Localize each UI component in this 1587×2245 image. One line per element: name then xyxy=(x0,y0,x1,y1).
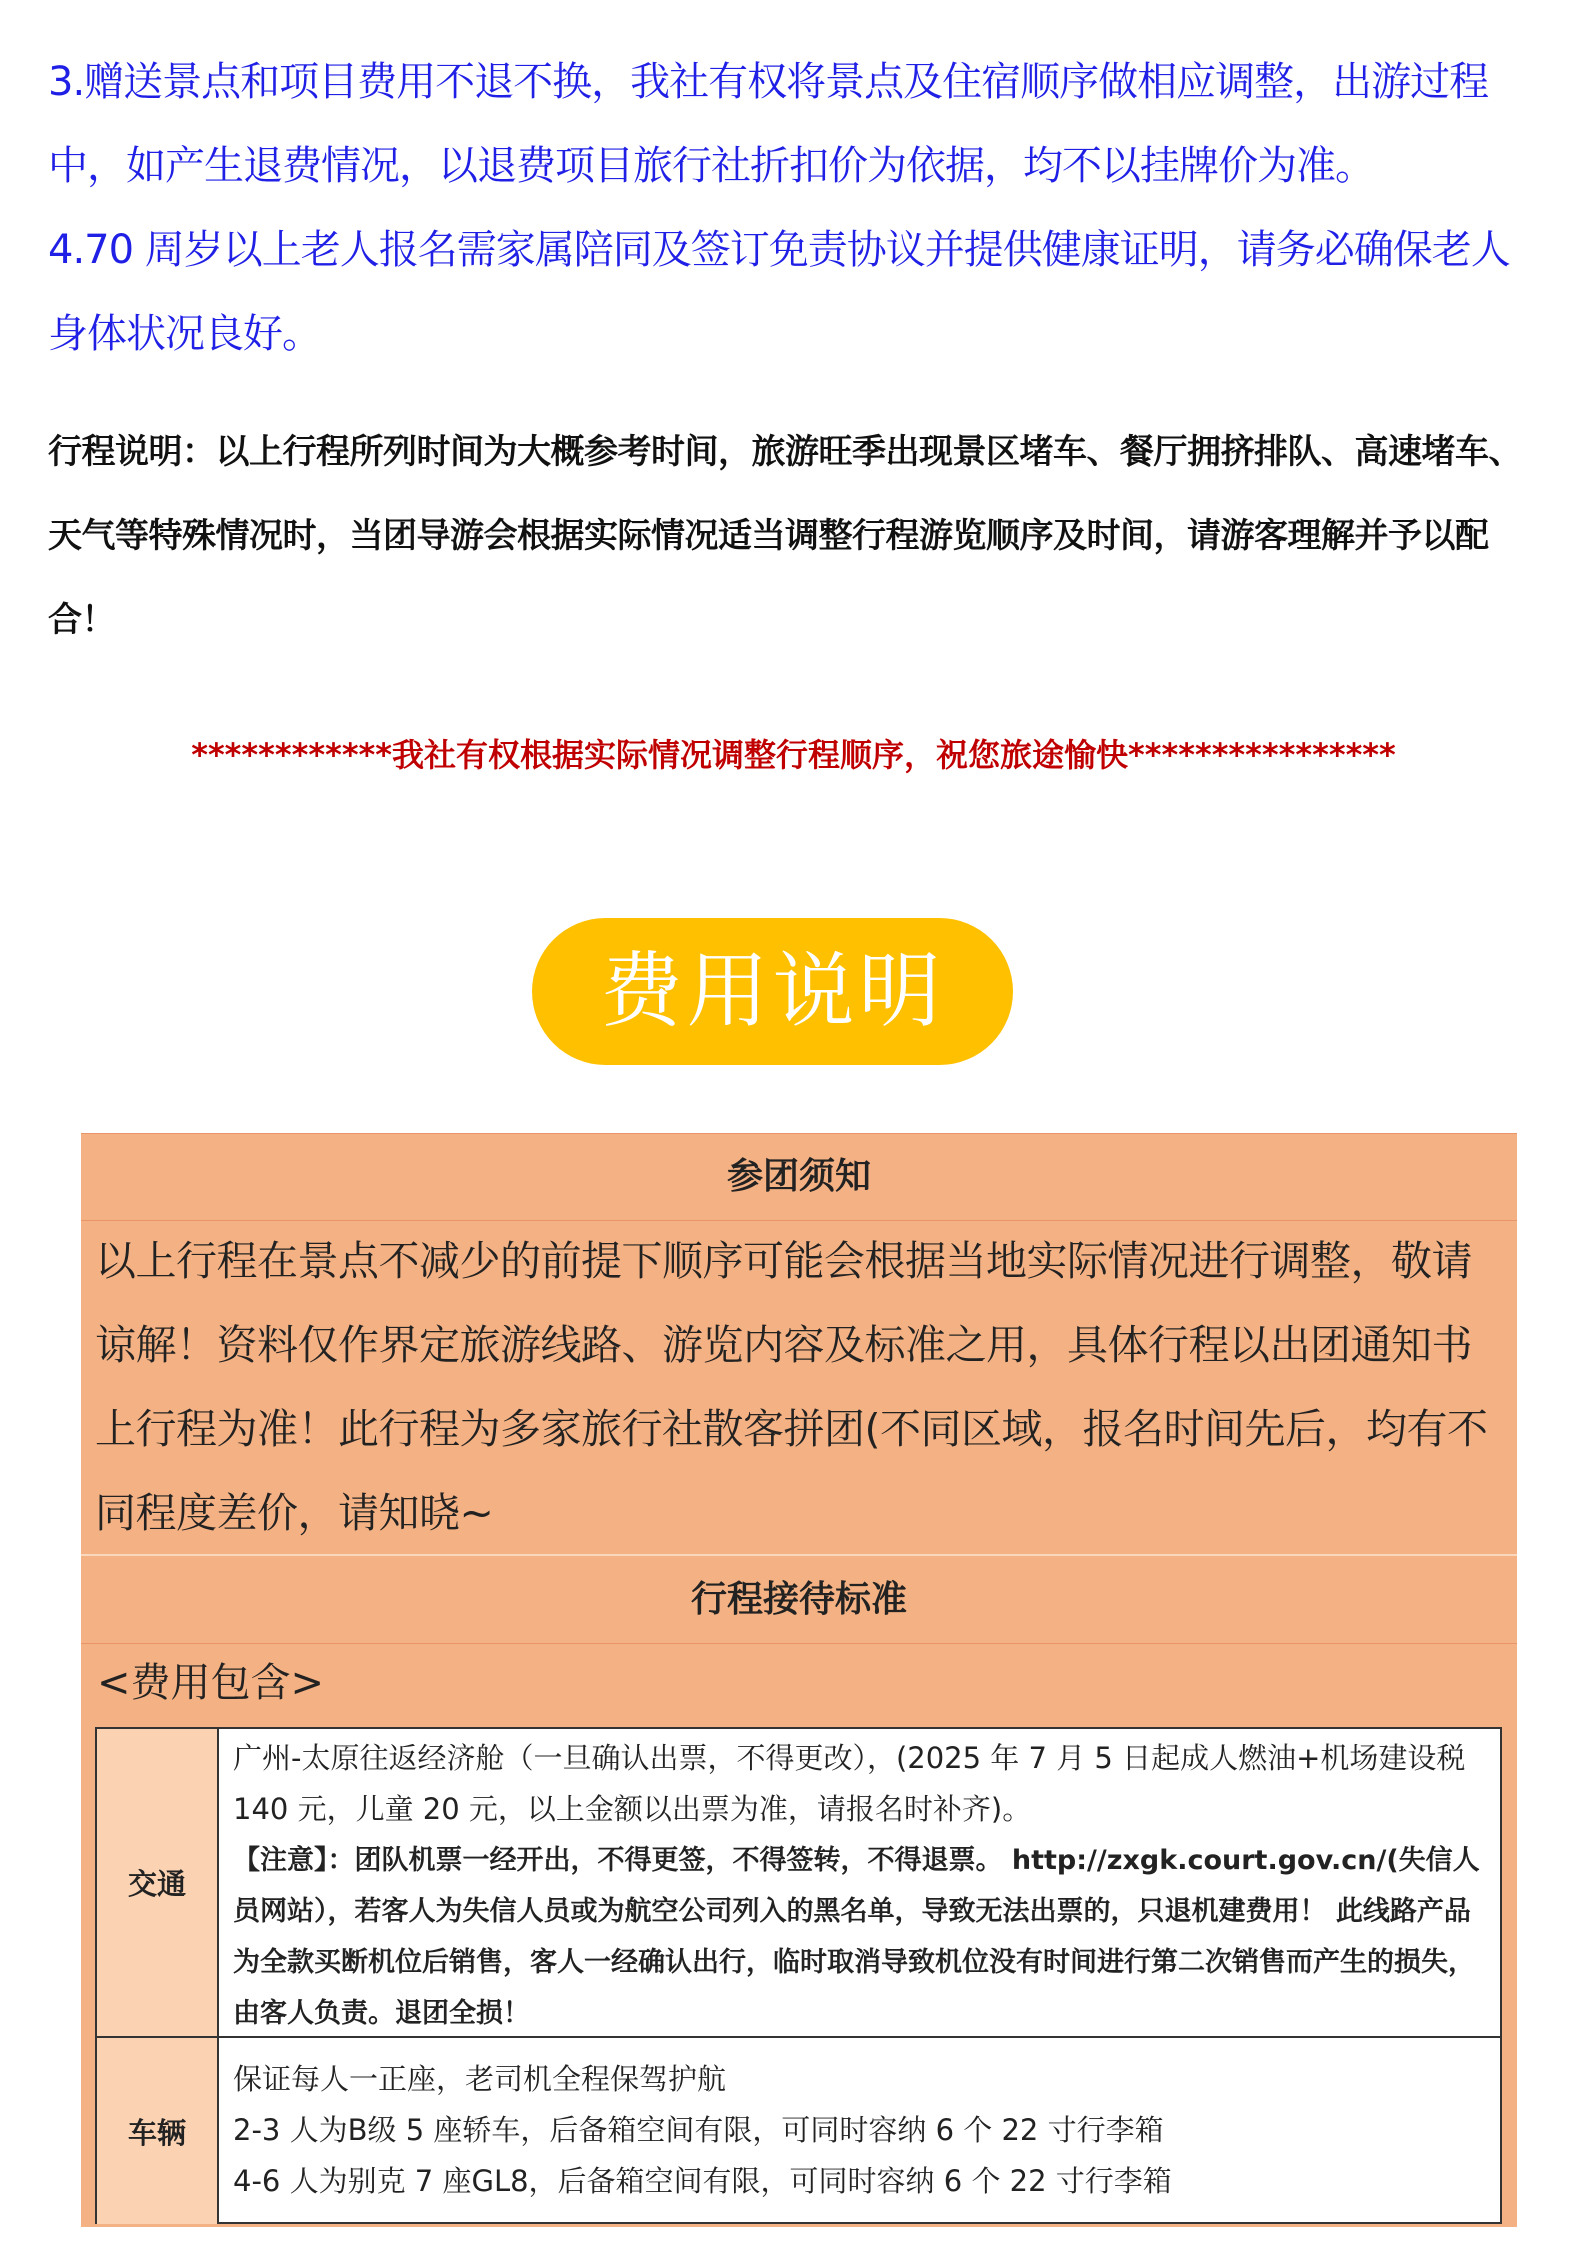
section-title-badge: 费用说明 xyxy=(532,918,1013,1065)
notes-blue xyxy=(48,40,1548,376)
transport-content xyxy=(233,1733,1488,2039)
header-group-notice: 参团须知 xyxy=(81,1133,1517,1221)
includes-table xyxy=(95,1727,1502,2224)
header-reception-standard: 行程接待标准 xyxy=(81,1554,1517,1644)
includes-label: <费用包含> xyxy=(97,1660,325,1706)
transport-warning: 【注意】：团队机票一经开出，不得更签，不得签转，不得退票。 http://zxgk.court.gov.cn/(失信人员网站），若客人为失信人员或为航空公司列入的黑名单，导致无法出票的，只退机建费用！ 此线路产品为全款买断机位后销售，客人一经确认出行，临时取消导致机位没有时间进行第二次销售而产生的损失，由客人负责。退团全损！ xyxy=(233,1845,1480,2029)
itinerary-note: 行程说明：以上行程所列时间为大概参考时间，旅游旺季出现景区堵车、餐厅拥挤排队、高速堵车、天气等特殊情况时，当团导游会根据实际情况适当调整行程游览顺序及时间，请游客理解并予以配合！ xyxy=(48,432,1522,640)
vehicle-content xyxy=(233,2054,1488,2207)
note-item: 4.70 周岁以上老人报名需家属陪同及签订免责协议并提供健康证明，请务必确保老人身体状况良好。 xyxy=(48,227,1510,357)
notice-paragraph: 以上行程在景点不减少的前提下顺序可能会根据当地实际情况进行调整，敬请谅解！资料仅作界定旅游线路、游览内容及标准之用，具体行程以出团通知书上行程为准！此行程为多家旅行社散客拼团(不同区域，报名时间先后，均有不同程度差价，请知晓~ xyxy=(95,1237,1488,1537)
row-divider xyxy=(97,2036,1500,2038)
row-label-vehicle: 车辆 xyxy=(97,2038,219,2224)
vehicle-line: 4-6 人为别克 7 座GL8，后备箱空间有限，可同时容纳 6 个 22 寸行李箱 xyxy=(233,2164,1172,2198)
row-label-transport: 交通 xyxy=(97,1729,219,2036)
note-item: 3.赠送景点和项目费用不退不换，我社有权将景点及住宿顺序做相应调整，出游过程中，如产生退费情况，以退费项目旅行社折扣价为依据，均不以挂牌价为准。 xyxy=(48,59,1489,189)
red-notice: ************我社有权根据实际情况调整行程顺序，祝您旅途愉快**************** xyxy=(191,736,1396,774)
vehicle-line: 2-3 人为B级 5 座轿车，后备箱空间有限，可同时容纳 6 个 22 寸行李箱 xyxy=(233,2113,1164,2147)
vehicle-line: 保证每人一正座，老司机全程保驾护航 xyxy=(233,2062,727,2096)
transport-text: 广州-太原往返经济舱（一旦确认出票，不得更改），(2025 年 7 月 5 日起成人燃油+机场建设税 140 元，儿童 20 元，以上金额以出票为准，请报名时补齐)。 xyxy=(233,1741,1466,1826)
